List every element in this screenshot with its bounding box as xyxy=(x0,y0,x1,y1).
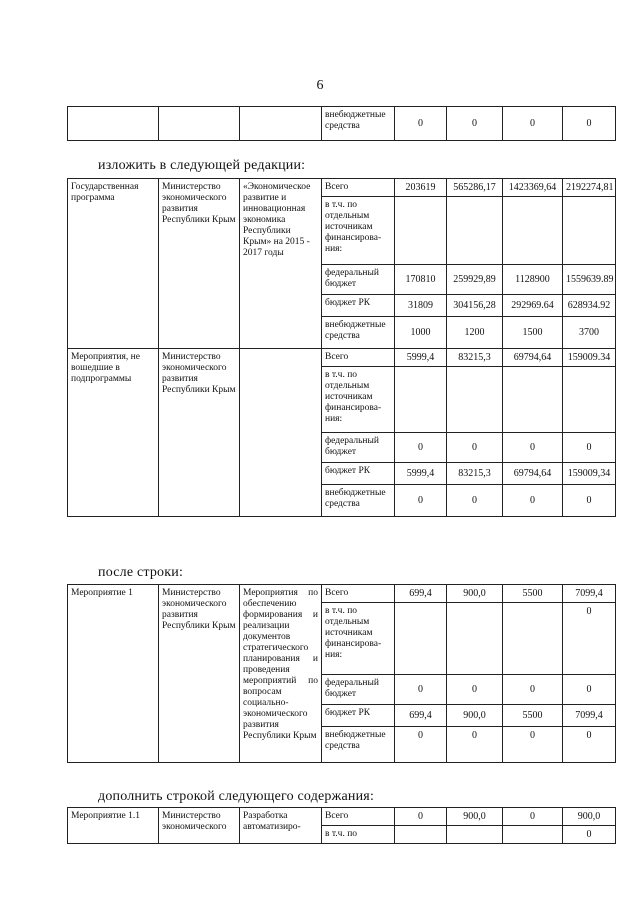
value-cell xyxy=(503,367,563,433)
value-cell: 31809 xyxy=(395,295,447,317)
program-cell: Мероприятия по обеспечению формирования и реализации документов стратегического планирования и проведения мероприятий по вопросам социально-экономического развития Республики Крым xyxy=(240,585,322,763)
table-row xyxy=(68,107,616,141)
value-cell: 0 xyxy=(503,433,563,463)
value-cell: 0 xyxy=(563,727,616,763)
value-cell xyxy=(447,603,503,675)
heading-after-row: после строки: xyxy=(98,565,184,580)
value-cell: 83215,3 xyxy=(447,349,503,367)
table-add-row xyxy=(67,807,616,844)
value-cell xyxy=(447,197,503,265)
value-cell: 292969.64 xyxy=(503,295,563,317)
value-cell: 259929,89 xyxy=(447,265,503,295)
value-cell: 7099,4 xyxy=(563,585,616,603)
source-cell: бюджет РК xyxy=(322,463,395,485)
value-cell: 159009,34 xyxy=(563,463,616,485)
value-cell: 0 xyxy=(563,485,616,517)
value-cell: 0 xyxy=(395,485,447,517)
source-cell: внебюджетные средства xyxy=(322,727,395,763)
executor-cell: Министерство экономического развития Республики Крым xyxy=(159,349,240,517)
value-cell: 0 xyxy=(395,808,447,826)
value-cell: 0 xyxy=(563,107,616,141)
value-cell: 1000 xyxy=(395,317,447,349)
table-row xyxy=(68,349,616,367)
value-cell: 0 xyxy=(447,675,503,705)
value-cell xyxy=(563,367,616,433)
heading-add-row: дополнить строкой следующего содержания: xyxy=(98,789,375,804)
top-table xyxy=(67,106,616,141)
value-cell: 0 xyxy=(503,808,563,826)
value-cell xyxy=(395,603,447,675)
value-cell xyxy=(447,367,503,433)
source-cell: в т.ч. по отдельным источникам финансирова-ния: xyxy=(322,367,395,433)
heading-new-edition: изложить в следующей редакции: xyxy=(98,158,306,173)
value-cell: 69794,64 xyxy=(503,349,563,367)
value-cell: 628934.92 xyxy=(563,295,616,317)
value-cell: 900,0 xyxy=(447,808,503,826)
value-cell: 159009.34 xyxy=(563,349,616,367)
value-cell: 0 xyxy=(563,826,616,844)
name-cell: Государственная программа xyxy=(68,179,159,349)
source-cell: федеральный бюджет xyxy=(322,265,395,295)
value-cell: 0 xyxy=(395,107,447,141)
value-cell: 0 xyxy=(563,603,616,675)
source-cell: Всего xyxy=(322,585,395,603)
value-cell: 0 xyxy=(447,433,503,463)
value-cell: 0 xyxy=(503,485,563,517)
value-cell: 203619 xyxy=(395,179,447,197)
executor-cell: Министерство экономического xyxy=(159,808,240,844)
executor-cell: Министерство экономического развития Республики Крым xyxy=(159,179,240,349)
value-cell: 1559639.89 xyxy=(563,265,616,295)
value-cell: 83215,3 xyxy=(447,463,503,485)
value-cell: 699,4 xyxy=(395,705,447,727)
page-number: 6 xyxy=(316,78,324,93)
value-cell: 900,0 xyxy=(447,705,503,727)
value-cell: 7099,4 xyxy=(563,705,616,727)
value-cell: 0 xyxy=(503,727,563,763)
table-after-row xyxy=(67,584,616,763)
value-cell: 2192274,81 xyxy=(563,179,616,197)
value-cell: 5500 xyxy=(503,585,563,603)
table-new-edition xyxy=(67,178,616,517)
source-cell: Всего xyxy=(322,349,395,367)
source-cell: в т.ч. по отдельным источникам финансирова-ния: xyxy=(322,603,395,675)
value-cell: 5999,4 xyxy=(395,463,447,485)
value-cell: 0 xyxy=(395,727,447,763)
value-cell: 0 xyxy=(503,675,563,705)
value-cell: 0 xyxy=(447,485,503,517)
source-cell: внебюджетные средства xyxy=(322,317,395,349)
value-cell: 0 xyxy=(563,675,616,705)
name-cell: Мероприятие 1 xyxy=(68,585,159,763)
value-cell xyxy=(503,826,563,844)
value-cell: 0 xyxy=(447,727,503,763)
source-cell: внебюджетные средства xyxy=(322,485,395,517)
value-cell: 900,0 xyxy=(447,585,503,603)
source-cell: бюджет РК xyxy=(322,295,395,317)
value-cell: 0 xyxy=(563,433,616,463)
table-row xyxy=(68,808,616,826)
value-cell: 900,0 xyxy=(563,808,616,826)
value-cell xyxy=(503,603,563,675)
value-cell: 0 xyxy=(395,433,447,463)
value-cell: 1423369,64 xyxy=(503,179,563,197)
value-cell: 69794,64 xyxy=(503,463,563,485)
value-cell xyxy=(563,197,616,265)
value-cell: 699,4 xyxy=(395,585,447,603)
value-cell: 565286,17 xyxy=(447,179,503,197)
value-cell xyxy=(395,367,447,433)
value-cell: 1128900 xyxy=(503,265,563,295)
value-cell: 1200 xyxy=(447,317,503,349)
value-cell: 304156,28 xyxy=(447,295,503,317)
name-cell: Мероприятия, не вошедшие в подпрограммы xyxy=(68,349,159,517)
value-cell xyxy=(447,826,503,844)
value-cell xyxy=(503,197,563,265)
program-cell: «Экономическое развитие и инновационная экономика Республики Крым» на 2015 - 2017 годы xyxy=(240,179,322,349)
source-cell: федеральный бюджет xyxy=(322,675,395,705)
executor-cell: Министерство экономического развития Республики Крым xyxy=(159,585,240,763)
value-cell xyxy=(395,826,447,844)
table-row xyxy=(68,585,616,603)
source-cell: Всего xyxy=(322,179,395,197)
value-cell: 3700 xyxy=(563,317,616,349)
source-cell: внебюджетные средства xyxy=(322,107,395,141)
table-row xyxy=(68,179,616,197)
source-cell: в т.ч. по отдельным источникам финансирова-ния: xyxy=(322,197,395,265)
source-cell: федеральный бюджет xyxy=(322,433,395,463)
value-cell: 5999,4 xyxy=(395,349,447,367)
name-cell: Мероприятие 1.1 xyxy=(68,808,159,844)
value-cell: 1500 xyxy=(503,317,563,349)
source-cell: Всего xyxy=(322,808,395,826)
value-cell xyxy=(395,197,447,265)
value-cell: 0 xyxy=(503,107,563,141)
value-cell: 0 xyxy=(395,675,447,705)
program-cell xyxy=(240,349,322,517)
source-cell: бюджет РК xyxy=(322,705,395,727)
value-cell: 5500 xyxy=(503,705,563,727)
source-cell: в т.ч. по xyxy=(322,826,395,844)
value-cell: 0 xyxy=(447,107,503,141)
program-cell: Разработка автоматизиро- xyxy=(240,808,322,844)
value-cell: 170810 xyxy=(395,265,447,295)
